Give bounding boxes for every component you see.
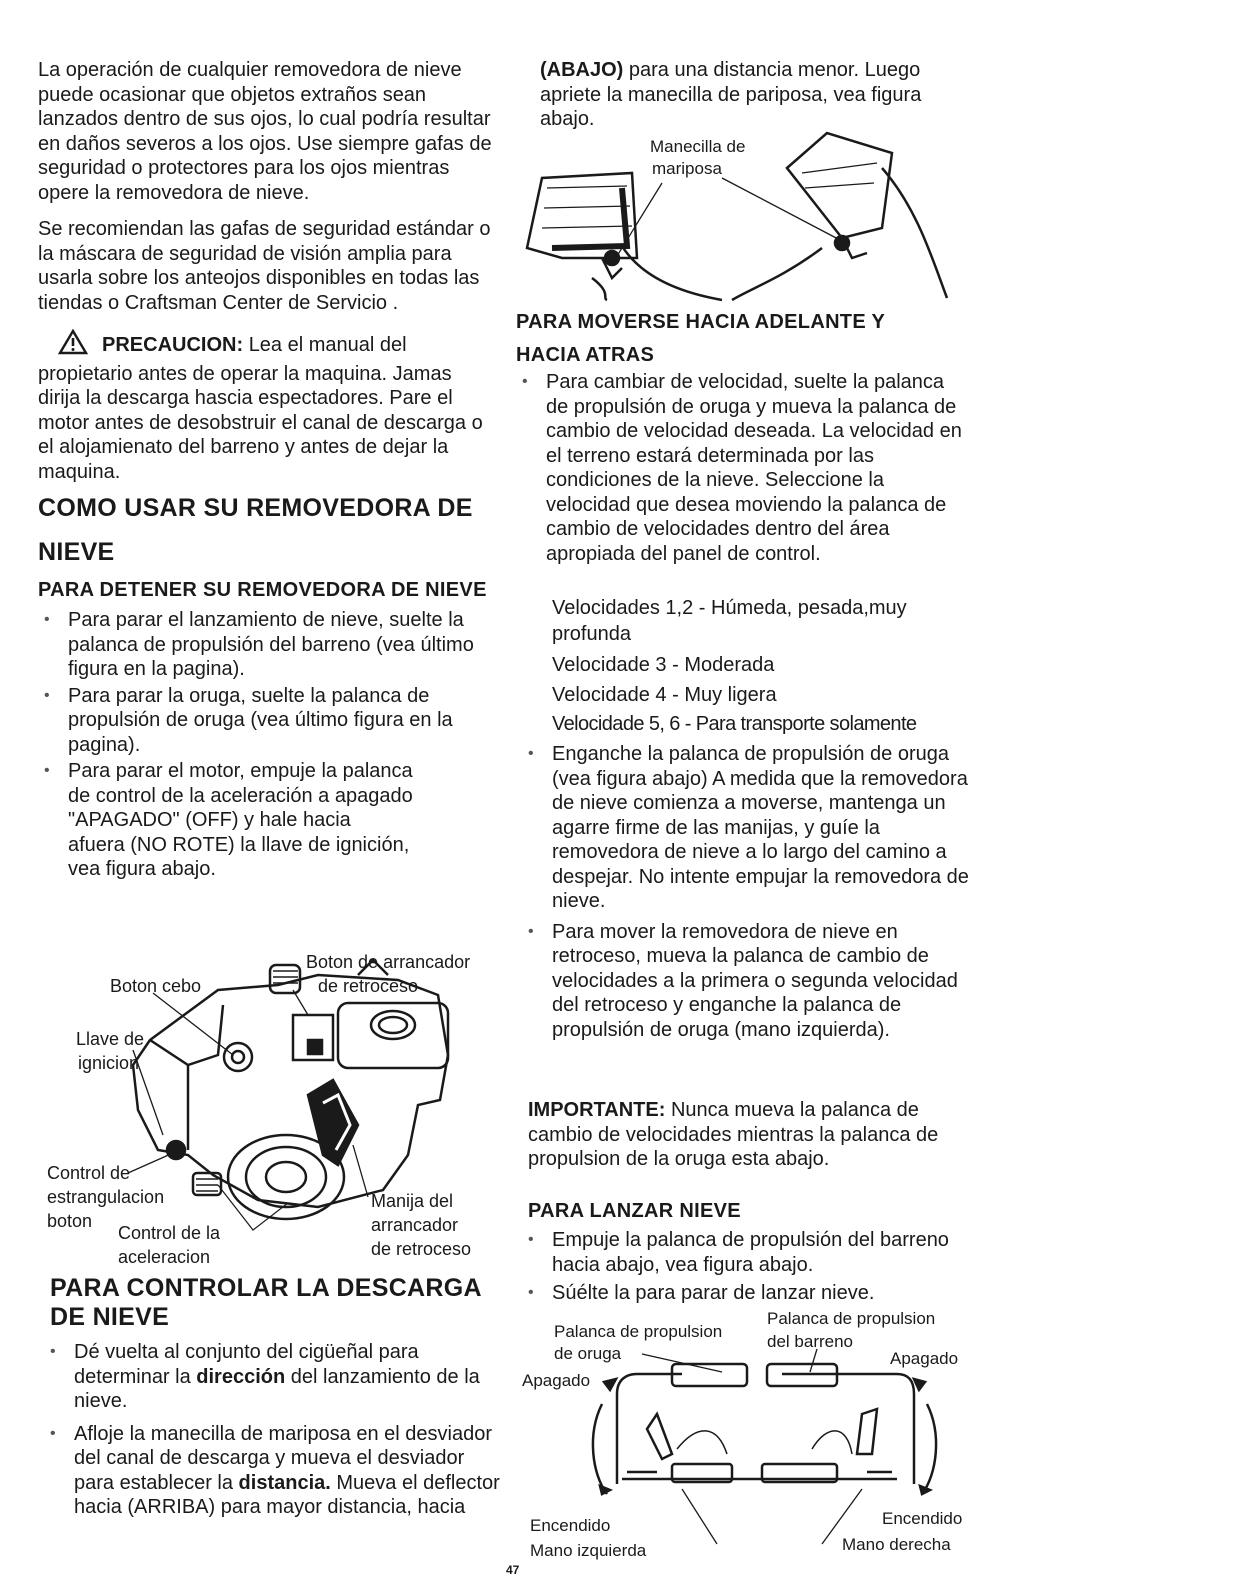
label-arrancador: arrancador (371, 1215, 459, 1235)
safety-paragraph: La operación de cualquier removedora de nieve puede ocasionar que objetos extraños sean lanzados dentro de sus ojos, lo cual podría resultar en daños severos a los ojos. Use siempre gafas de seguridad o protectores para los ojos mientras opere la removedora de nieve. (38, 59, 492, 204)
continuation-paragraph: (ABAJO) para una distancia menor. Luego apriete la manecilla de pariposa, vea figura abajo. (540, 59, 922, 130)
label-palanca-barreno-2: del barreno (767, 1332, 854, 1351)
label-palanca-barreno-1: Palanca de propulsion (767, 1309, 936, 1328)
heading-throw: PARA LANZAR NIEVE (528, 1200, 741, 1222)
warning-triangle-icon (58, 329, 88, 362)
engine-illustration (133, 960, 448, 1230)
label-llave-de: Llave de (76, 1029, 145, 1049)
speed-list (522, 595, 982, 740)
list-item: • Empuje la palanca de propulsión del barreno hacia abajo, vea figura abajo. (522, 1228, 972, 1277)
heading-stop: PARA DETENER SU REMOVEDORA DE NIEVE (38, 579, 487, 601)
throw-list (522, 1228, 972, 1306)
label-control-de-la: Control de la (118, 1223, 221, 1243)
heading-discharge: PARA CONTROLAR LA DESCARGA DE NIEVE (50, 1274, 481, 1331)
list-item: • Para parar el motor, empuje la palanca de control de la aceleración a apagado "APAGADO" (OFF) y hale hacia afuera (NO ROTE) la llave de ignición, vea figura abajo. (38, 759, 413, 882)
label-manija-del: Manija del (371, 1191, 454, 1211)
label-ignicion: ignicion (78, 1053, 140, 1073)
label-de-retroceso-2: de retroceso (371, 1239, 472, 1259)
important-paragraph: IMPORTANTE: Nunca mueva la palanca de cambio de velocidades mientras la palanca de propulsion de la oruga esta abajo. (528, 1099, 939, 1170)
label-boton-arrancador: Boton de arrancador (306, 952, 471, 972)
list-item: • Para cambiar de velocidad, suelte la palanca de propulsión de oruga y mueva la palanca de cambio de velocidad deseada. La velocidad en el terreno estará determinada por las condiciones de la nieve. Seleccione la velocidad que desea moviendo la palanca de cambio de velocidades dentro del área apropiada del panel de control. (516, 370, 966, 566)
move-list-2 (522, 742, 974, 1042)
label-boton: boton (47, 1211, 93, 1231)
label-palanca-oruga-1: Palanca de propulsion (554, 1322, 723, 1341)
left-column (38, 0, 500, 1518)
label-apagado-left: Apagado (522, 1371, 591, 1390)
list-item: • Dé vuelta al conjunto del cigüeñal para determinar la dirección del lanzamiento de la nieve. (44, 1340, 500, 1414)
stop-list (38, 608, 498, 882)
label-mariposa: mariposa (652, 159, 722, 178)
speed-5-6: Velocidade 5, 6 - Para transporte solamente (552, 713, 917, 735)
label-mano-izquierda: Mano izquierda (530, 1541, 647, 1560)
list-item: • Afloje la manecilla de mariposa en el desviador del canal de descarga y mueva el desviador para establecer la distancia. Mueva el deflector hacia (ARRIBA) para mayor distancia, hacia (44, 1422, 500, 1520)
speed-3: Velocidade 3 - Moderada (552, 654, 775, 676)
heading-how-to-use: COMO USAR SU REMOVEDORA DE NIEVE (38, 494, 473, 566)
list-item: • Para mover la removedora de nieve en retroceso, mueva la palanca de cambio de velocidades a la primera o segunda velocidad del retroceso y enganche la palanca de propulsión de oruga (mano izquierda). (522, 920, 974, 1043)
list-item: • Para parar la oruga, suelte la palanca de propulsión de oruga (vea último figura en la pagina). (38, 684, 498, 758)
label-encendido-left: Encendido (530, 1516, 611, 1535)
speed-4: Velocidade 4 - Muy ligera (552, 683, 777, 706)
move-list (516, 370, 972, 566)
glasses-paragraph: Se recomiendan las gafas de seguridad estándar o la máscara de seguridad de visión amplia para usarla sobre los anteojos disponibles en todas las tiendas o Craftsman Center de Servicio . (38, 218, 491, 314)
list-item: • Enganche la palanca de propulsión de oruga (vea figura abajo) A medida que la removedora de nieve comienza a moverse, mantenga un agarre firme de las manijas, y guíe la removedora de nieve a lo largo del camino a despejar. No intente empujar la removedora de nieve. (522, 742, 974, 914)
label-control-de: Control de (47, 1163, 131, 1183)
list-item: • Súélte la para parar de lanzar nieve. (522, 1281, 972, 1306)
label-boton-cebo: Boton cebo (110, 976, 202, 996)
label-aceleracion: aceleracion (118, 1247, 211, 1267)
caution-label: PRECAUCION: (102, 334, 244, 356)
chute-figure (522, 128, 962, 303)
engine-figure (38, 945, 498, 1270)
speed-1-2: Velocidades 1,2 - Húmeda, pesada,muy profunda (552, 597, 907, 645)
caution-paragraph (38, 329, 498, 484)
page-number: 47 (506, 1563, 520, 1577)
caution-text: Lea el manual del propietario antes de operar la maquina. Jamas dirija la descarga hascia espectadores. Pare el motor antes de desobstruir el canal de descarga o el alojamienato del barreno y antes de dejar la maquina. (38, 334, 483, 483)
label-de-retroceso: de retroceso (318, 976, 419, 996)
list-item: • Para parar el lanzamiento de nieve, suelte la palanca de propulsión del barreno (vea último figura en la pagina). (38, 608, 498, 682)
label-apagado-right: Apagado (890, 1349, 959, 1368)
label-encendido-right: Encendido (882, 1509, 963, 1528)
discharge-list (44, 1340, 500, 1520)
label-manecilla-de: Manecilla de (650, 137, 746, 156)
label-mano-derecha: Mano derecha (842, 1535, 951, 1554)
handle-figure (522, 1304, 982, 1564)
heading-move: PARA MOVERSE HACIA ADELANTE Y HACIA ATRAS (516, 311, 885, 366)
label-palanca-oruga-2: de oruga (554, 1344, 622, 1363)
label-estrangulacion: estrangulacion (47, 1187, 165, 1207)
